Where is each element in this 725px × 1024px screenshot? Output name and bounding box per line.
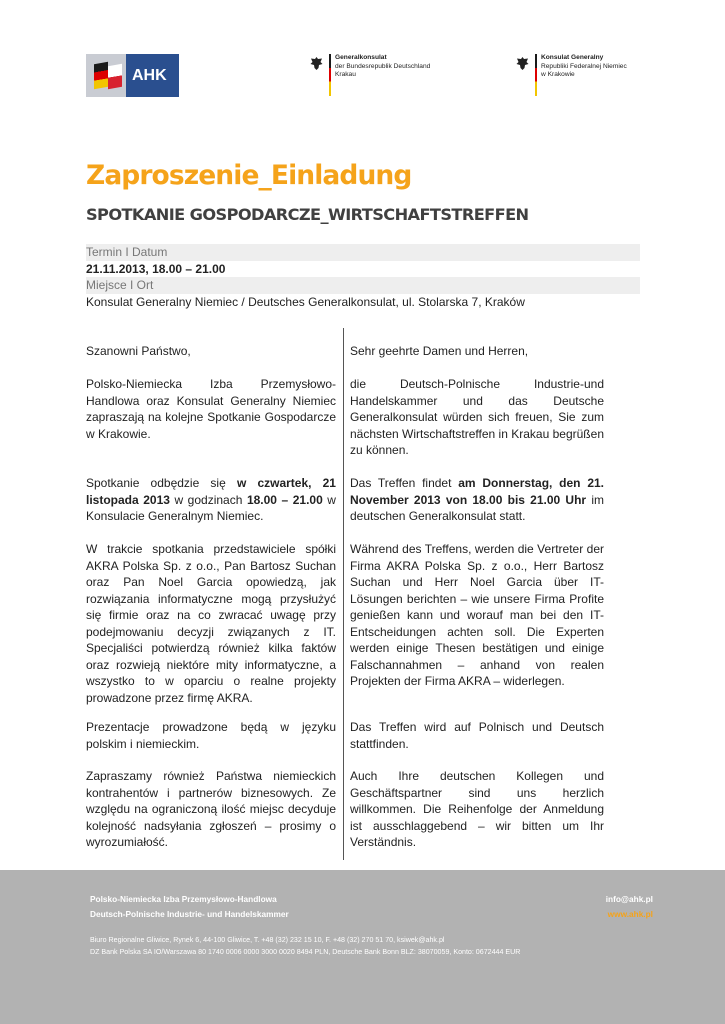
footer-email-link[interactable]: info@ahk.pl — [605, 894, 653, 904]
consulate-de-line-2: der Bundesrepublik Deutschland — [335, 62, 431, 70]
ahk-brand-text: AHK — [126, 54, 179, 97]
pl-paragraph-3: W trakcie spotkania przedstawiciele spółki AKRA Polska Sp. z o.o., Pan Bartosz Suchan oraz Pan Noel Garcia opowiedzą, jak rozwiązania informatyczne mogą przysłużyć się firmie oraz na co zwracać uwagę przy podejmowaniu decyzji związanych z IT. Specjaliści potwierdzą również kilka faktów oraz rozwieją niektóre mity informatyczne, a wszystko to w oparciu o realne projekty prowadzone przez firmę AKRA. — [86, 542, 336, 705]
pl-paragraph-1: Polsko-Niemiecka Izba Przemysłowo-Handlowa oraz Konsulat Generalny Niemiec zapraszają na kolejne Spotkanie Gospodarcze w Krakowie. — [86, 377, 336, 441]
footer-web-link[interactable]: www.ahk.pl — [607, 909, 653, 919]
footer-bank: DZ Bank Polska SA IO/Warszawa 80 1740 0006 0000 3000 0020 8494 PLN, Deutsche Bank Bonn BLZ: 38070059, Konto: 0672444 EUR — [90, 948, 521, 956]
pl-greeting: Szanowni Państwo, — [86, 344, 191, 358]
de-paragraph-5: Auch Ihre deutschen Kollegen und Geschäftspartner sind uns herzlich willkommen. Die Reihenfolge der Anmeldung ist ausschlaggebend – wir bitten um Ihr Verständnis. — [350, 769, 604, 849]
place-value: Konsulat Generalny Niemiec / Deutsches Generalkonsulat, ul. Stolarska 7, Kraków — [86, 294, 525, 309]
de-greeting: Sehr geehrte Damen und Herren, — [350, 344, 529, 358]
footer-org-pl: Polsko-Niemiecka Izba Przemysłowo-Handlowa — [90, 894, 277, 904]
consulate-pl-line-2: Republiki Federalnej Niemiec — [541, 62, 627, 70]
pl-paragraph-4: Prezentacje prowadzone będą w języku polskim i niemieckim. — [86, 720, 336, 751]
eagle-icon — [310, 56, 323, 71]
column-divider — [343, 328, 344, 860]
de-pl-flag-icon — [94, 63, 126, 88]
date-label: Termin I Datum — [86, 244, 640, 261]
pl-paragraph-2: Spotkanie odbędzie się w czwartek, 21 listopada 2013 w godzinach 18.00 – 21.00 w Konsulacie Generalnym Niemiec. — [86, 476, 336, 523]
footer-address: Biuro Regionalne Gliwice, Rynek 6, 44-100 Gliwice, T. +48 (32) 232 15 10, F. +48 (32) 270 51 70, ksiwek@ahk.pl — [90, 936, 445, 944]
de-paragraph-4: Das Treffen wird auf Polnisch und Deutsch stattfinden. — [350, 720, 604, 751]
consulate-pl-line-3: w Krakowie — [541, 71, 575, 78]
eagle-icon — [516, 56, 529, 71]
pl-paragraph-5: Zapraszamy również Państwa niemieckich kontrahentów i partnerów biznesowych. Ze względu na ograniczoną ilość miejsc decyduje kolejność nadsyłania zgłoszeń – prosimy o wyrozumiałość. — [86, 769, 336, 849]
flag-stripe — [535, 54, 537, 96]
date-value: 21.11.2013, 18.00 – 21.00 — [86, 261, 226, 276]
consulate-de-line-3: Krakau — [335, 71, 356, 78]
ahk-logo — [86, 54, 179, 97]
de-paragraph-1: die Deutsch-Polnische Industrie-und Handelskammer und das Deutsche Generalkonsulat würden sich freuen, Sie zum nächsten Wirtschaftstreffen in Krakau begrüßen zu können. — [350, 377, 604, 457]
de-paragraph-3: Während des Treffens, werden die Vertreter der Firma AKRA Polska Sp. z o.o., Herr Bartosz Suchan und Herr Noel Garcia über IT-Lösungen berichten – wie unsere Firma Profite genießen kann und worauf man bei den IT-Entscheidungen achten soll. Die Experten werden einige Thesen bestätigen und einige Falschannahmen – anhand von realen Projekten der Firma AKRA – widerlegen. — [350, 542, 604, 688]
footer — [0, 870, 725, 1024]
event-info — [86, 244, 640, 314]
consulate-de-line-1: Generalkonsulat — [335, 54, 387, 61]
place-label: Miejsce I Ort — [86, 277, 640, 294]
flag-stripe — [329, 54, 331, 96]
de-paragraph-2: Das Treffen findet am Donnerstag, den 21. November 2013 von 18.00 bis 21.00 Uhr im deutschen Generalkonsulat statt. — [350, 476, 604, 523]
footer-org-de: Deutsch-Polnische Industrie- und Handelskammer — [90, 909, 289, 919]
page-subtitle: SPOTKANIE GOSPODARCZE_WIRTSCHAFTSTREFFEN — [86, 205, 529, 224]
page-title: Zaproszenie_Einladung — [86, 160, 412, 191]
consulate-pl-line-1: Konsulat Generalny — [541, 54, 604, 61]
